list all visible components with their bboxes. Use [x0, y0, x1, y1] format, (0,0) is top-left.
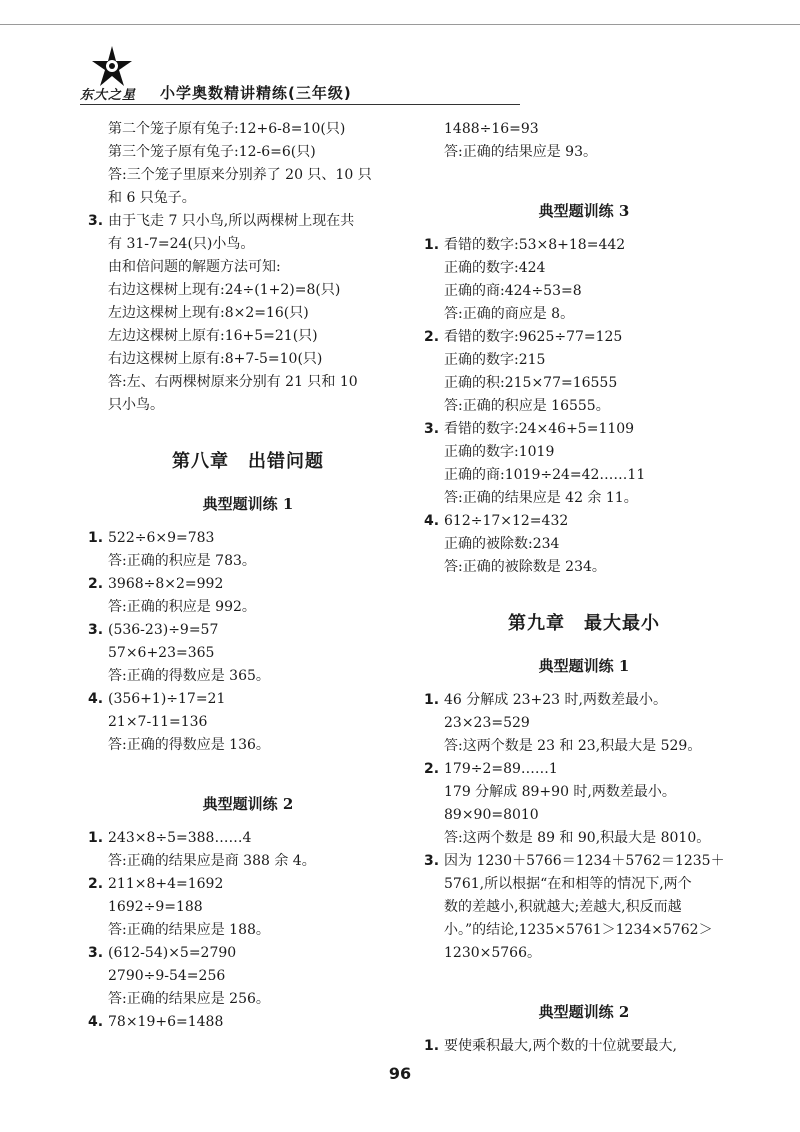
exercise-item: [88, 573, 408, 619]
left-column: [88, 118, 408, 1034]
text-line: 答:正确的积应是 992。: [108, 599, 256, 615]
question-number: 1.: [424, 692, 440, 708]
exercise-first-line: [88, 619, 408, 642]
exercise-first-line: [424, 418, 744, 441]
text-line: 答:正确的商应是 8。: [444, 306, 575, 322]
exercise-first-line: [424, 510, 744, 533]
text-line: 179 分解成 89+90 时,两数差最小。: [444, 784, 676, 800]
text-line: 46 分解成 23+23 时,两数差最小。: [444, 692, 667, 708]
text-line: 答:正确的积应是 16555。: [444, 398, 610, 414]
text-line: 数的差越小,积就越大;差越大,积反而越: [444, 899, 682, 915]
text-line: 答:正确的结果应是 188。: [108, 922, 270, 938]
exercise-item: [88, 688, 408, 757]
page-header: [80, 44, 540, 104]
text-line: 78×19+6=1488: [108, 1014, 224, 1030]
text-line: 正确的数字:1019: [444, 444, 555, 460]
question-number: 2.: [424, 329, 440, 345]
exercise-list: [88, 827, 408, 1034]
text-line: 只小鸟。: [108, 397, 164, 413]
brand-name: 东大之星: [80, 88, 137, 103]
text-line: 1692÷9=188: [108, 899, 203, 915]
text-line: 答:正确的积应是 783。: [108, 553, 256, 569]
exercise-first-line: [88, 527, 408, 550]
exercise-item: [88, 873, 408, 942]
question-number: 4.: [424, 513, 440, 529]
text-line: 看错的数字:53×8+18=442: [444, 237, 626, 253]
question-number: 3.: [424, 853, 440, 869]
continuation-block: [424, 118, 744, 164]
text-line: 答:正确的结果应是商 388 余 4。: [108, 853, 316, 869]
text-line: 看错的数字:24×46+5=1109: [444, 421, 635, 437]
page-number: 96: [388, 1064, 412, 1083]
exercise-item: [88, 942, 408, 1011]
exercise-first-line: [424, 689, 744, 712]
text-line: 要使乘积最大,两个数的十位就要最大,: [444, 1038, 677, 1054]
text-line: 答:这两个数是 89 和 90,积最大是 8010。: [444, 830, 711, 846]
text-line: 答:正确的结果应是 256。: [108, 991, 270, 1007]
section-title: 典型题训练 1: [538, 657, 630, 675]
question-number: 3.: [88, 213, 104, 229]
text-line: 57×6+23=365: [108, 645, 215, 661]
text-line: 答:正确的得数应是 365。: [108, 668, 270, 684]
text-line: 2790÷9-54=256: [108, 968, 226, 984]
text-line: 左边这棵树上原有:16+5=21(只): [108, 328, 318, 344]
book-title: 小学奥数精讲精练(三年级): [160, 84, 352, 102]
text-line: 612÷17×12=432: [444, 513, 569, 529]
exercise-list: [424, 234, 744, 579]
question-number: 1.: [88, 830, 104, 846]
question-number: 2.: [424, 761, 440, 777]
question-number: 1.: [424, 1038, 440, 1054]
exercise-first-line: [88, 873, 408, 896]
text-line: 答:正确的被除数是 234。: [444, 559, 606, 575]
top-rule: [0, 24, 800, 25]
question-number: 4.: [88, 1014, 104, 1030]
section-title: 典型题训练 1: [202, 495, 294, 513]
question-number: 2.: [88, 576, 104, 592]
text-line: 正确的商:1019÷24=42……11: [444, 467, 646, 483]
exercise-first-line: [88, 827, 408, 850]
exercise-item: [424, 510, 744, 579]
header-rule: [80, 104, 520, 105]
text-line: 看错的数字:9625÷77=125: [444, 329, 623, 345]
question-number: 3.: [88, 945, 104, 961]
exercise-first-line: [424, 326, 744, 349]
question-number: 3.: [88, 622, 104, 638]
question-number: 2.: [88, 876, 104, 892]
exercise-item: [88, 1011, 408, 1034]
question-number: 3.: [424, 421, 440, 437]
text-line: 答:这两个数是 23 和 23,积最大是 529。: [444, 738, 702, 754]
text-line: 23×23=529: [444, 715, 530, 731]
text-line: 179÷2=89……1: [444, 761, 558, 777]
text-line: 21×7-11=136: [108, 714, 208, 730]
text-line: 正确的数字:215: [444, 352, 546, 368]
exercise-item: [424, 234, 744, 326]
text-line: 1230×5766。: [444, 945, 541, 961]
text-line: 5761,所以根据“在和相等的情况下,两个: [444, 876, 692, 892]
text-line: 正确的被除数:234: [444, 536, 560, 552]
text-line: 正确的积:215×77=16555: [444, 375, 618, 391]
text-line: 正确的商:424÷53=8: [444, 283, 582, 299]
exercise-list: [424, 689, 744, 965]
question-number: 1.: [88, 530, 104, 546]
continuation-block: [88, 118, 408, 210]
exercise-item: [88, 619, 408, 688]
text-line: 由于飞走 7 只小鸟,所以两棵树上现在共: [108, 213, 355, 229]
exercise-first-line: [424, 1035, 744, 1058]
text-line: 有 31-7=24(只)小鸟。: [108, 236, 255, 252]
question-3: [88, 210, 408, 417]
exercise-item: [424, 850, 744, 965]
text-line: (356+1)÷17=21: [108, 691, 226, 707]
exercise-item: [424, 689, 744, 758]
exercise-first-line: [88, 688, 408, 711]
question-number: 4.: [88, 691, 104, 707]
exercise-item: [424, 418, 744, 510]
text-line: 答:左、右两棵树原来分别有 21 只和 10: [108, 374, 358, 390]
text-line: 答:正确的结果应是 42 余 11。: [444, 490, 638, 506]
exercise-item: [88, 827, 408, 873]
text-line: 答:正确的得数应是 136。: [108, 737, 270, 753]
chapter-title: 第八章 出错问题: [172, 451, 324, 472]
exercise-item: [88, 527, 408, 573]
exercise-first-line: [88, 1011, 408, 1034]
exercise-first-line: [88, 573, 408, 596]
text-line: 第二个笼子原有兔子:12+6-8=10(只): [108, 121, 346, 137]
text-line: 答:三个笼子里原来分别养了 20 只、10 只: [108, 167, 372, 183]
text-line: 答:正确的结果应是 93。: [444, 144, 597, 160]
text-line: 522÷6×9=783: [108, 530, 215, 546]
text-line: 3968÷8×2=992: [108, 576, 224, 592]
text-line: 由和倍问题的解题方法可知:: [108, 259, 281, 275]
text-line: (536-23)÷9=57: [108, 622, 219, 638]
text-line: 1488÷16=93: [444, 121, 539, 137]
text-line: (612-54)×5=2790: [108, 945, 237, 961]
exercise-list: [88, 527, 408, 757]
exercise-first-line: [424, 758, 744, 781]
text-line: 89×90=8010: [444, 807, 539, 823]
question-number: 1.: [424, 237, 440, 253]
text-line: 和 6 只兔子。: [108, 190, 196, 206]
chapter-title: 第九章 最大最小: [508, 613, 660, 634]
section-title: 典型题训练 2: [202, 795, 294, 813]
exercise-list: [424, 1035, 744, 1058]
section-title: 典型题训练 2: [538, 1003, 630, 1021]
exercise-item: [424, 758, 744, 850]
text-line: 右边这棵树上现有:24÷(1+2)=8(只): [108, 282, 341, 298]
exercise-item: [424, 326, 744, 418]
text-line: 211×8+4=1692: [108, 876, 224, 892]
text-line: 左边这棵树上现有:8×2=16(只): [108, 305, 309, 321]
exercise-item: [424, 1035, 744, 1058]
text-line: 因为 1230＋5766＝1234＋5762＝1235＋: [444, 853, 725, 869]
exercise-first-line: [424, 850, 744, 873]
text-line: 正确的数字:424: [444, 260, 546, 276]
text-line: 第三个笼子原有兔子:12-6=6(只): [108, 144, 316, 160]
star-logo-icon: [88, 44, 136, 88]
section-title: 典型题训练 3: [538, 202, 630, 220]
exercise-first-line: [424, 234, 744, 257]
exercise-first-line: [88, 942, 408, 965]
text-line: 右边这棵树上原有:8+7-5=10(只): [108, 351, 323, 367]
text-line: 小。”的结论,1235×5761＞1234×5762＞: [444, 922, 713, 938]
right-column: [424, 118, 744, 1058]
text-line: 243×8÷5=388……4: [108, 830, 252, 846]
